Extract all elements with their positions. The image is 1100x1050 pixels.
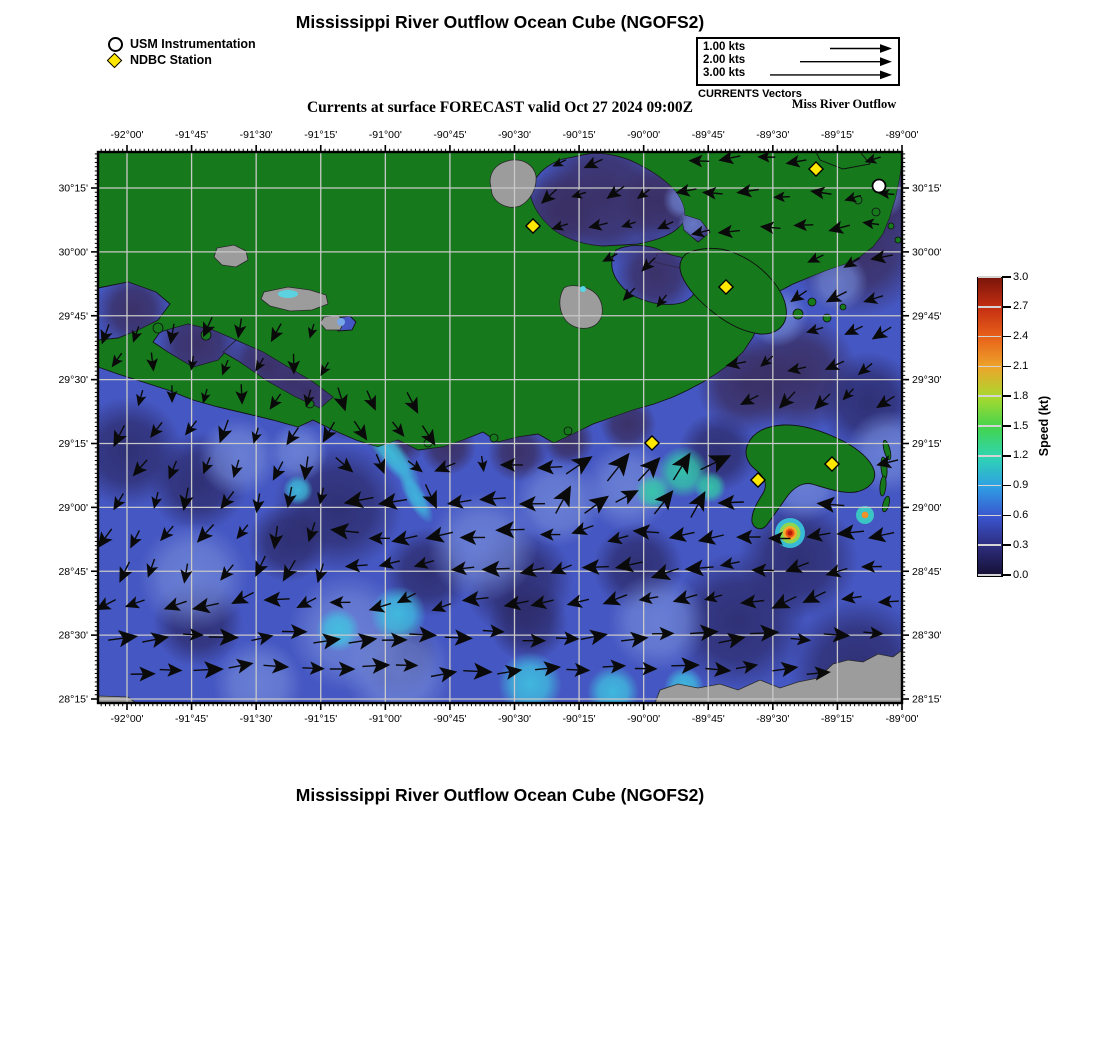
lat-tick-label: 29°15' (912, 438, 942, 450)
lat-tick-label: 28°30' (912, 629, 942, 642)
lon-tick-label: -91°15' (304, 713, 338, 725)
scale-arrows (764, 40, 896, 84)
colorbar-gridline (978, 544, 1001, 546)
colorbar-axis-label: Speed (kt) (1037, 395, 1051, 457)
lat-tick-label: 30°00' (912, 246, 942, 259)
colorbar-tick (1002, 574, 1011, 576)
lat-tick-label: 29°30' (58, 374, 88, 387)
lat-tick-label: 28°15' (58, 693, 88, 706)
lat-tick-label: 28°45' (912, 565, 942, 578)
lon-tick-label: -90°45' (433, 713, 467, 725)
colorbar-tick (1002, 336, 1011, 338)
colorbar-gridline (978, 306, 1001, 308)
colorbar-tick-label: 1.8 (1013, 389, 1029, 402)
lat-tick-label: 28°15' (912, 693, 942, 706)
marker-legend (108, 36, 256, 68)
colorbar-tick (1002, 544, 1011, 546)
colorbar-tick-label: 0.3 (1013, 538, 1029, 551)
lon-tick-label: -91°15' (304, 129, 338, 141)
colorbar-tick-label: 3.0 (1013, 270, 1029, 283)
page-title: Mississippi River Outflow Ocean Cube (NGOFS2) (295, 12, 705, 32)
lon-tick-label: -90°30' (497, 129, 532, 141)
lat-tick-label: 29°45' (912, 310, 942, 323)
outflow-plume (787, 530, 792, 535)
colorbar-tick (1002, 366, 1011, 368)
lon-tick-label: -90°30' (497, 713, 532, 725)
colorbar-gridline (978, 425, 1001, 427)
lat-tick-label: 30°15' (912, 182, 942, 195)
outflow-plume (862, 512, 869, 519)
colorbar-gridline (978, 485, 1001, 487)
lon-tick-label: -89°30' (756, 129, 790, 141)
lon-tick-label: -90°45' (433, 129, 467, 141)
lon-tick-label: -89°45' (691, 129, 725, 141)
colorbar-tick (1002, 276, 1011, 278)
colorbar-tick (1002, 395, 1011, 397)
colorbar-tick-label: 2.1 (1013, 359, 1029, 372)
lon-tick-label: -92°00' (110, 713, 144, 725)
lat-tick-label: 30°00' (58, 246, 88, 259)
lon-tick-label: -89°15' (820, 129, 854, 141)
lon-tick-label: -89°00' (885, 129, 919, 141)
colorbar-tick-label: 0.6 (1013, 508, 1029, 521)
legend-item-usm (108, 36, 256, 52)
lat-tick-label: 29°00' (912, 501, 942, 514)
colorbar-tick (1002, 515, 1011, 517)
usm-circle-icon (108, 37, 128, 52)
scale-row-label: 3.00 kts (703, 67, 746, 79)
colorbar-gridline (978, 395, 1001, 397)
colorbar (977, 277, 1003, 577)
colorbar-gridline (978, 515, 1001, 517)
colorbar-tick-label: 1.2 (1013, 449, 1029, 462)
colorbar-tick (1002, 306, 1011, 308)
lon-tick-label: -91°30' (239, 129, 273, 141)
legend-label: USM Instrumentation (130, 37, 256, 51)
lat-tick-label: 28°45' (58, 565, 88, 578)
colorbar-gridline (978, 455, 1001, 457)
forecast-subtitle: Currents at surface FORECAST valid Oct 27 2024 09:00Z (306, 99, 694, 116)
colorbar-tick (1002, 425, 1011, 427)
colorbar-gridline (978, 366, 1001, 368)
colorbar-tick-label: 1.5 (1013, 419, 1029, 432)
lon-tick-label: -91°00' (368, 129, 402, 141)
lon-tick-label: -89°00' (885, 713, 919, 725)
ndbc-diamond-icon (108, 55, 128, 66)
colorbar-tick-label: 0.9 (1013, 479, 1029, 492)
lat-tick-label: 29°15' (58, 438, 88, 450)
lon-tick-label: -91°00' (368, 713, 402, 725)
lon-tick-label: -90°00' (627, 713, 661, 725)
colorbar-tick-label: 0.0 (1013, 568, 1029, 581)
scale-row-label: 1.00 kts (703, 41, 746, 53)
colorbar-tick (1002, 455, 1011, 457)
lat-tick-label: 28°30' (58, 629, 88, 642)
region-label: Miss River Outflow (791, 97, 897, 111)
legend-label: NDBC Station (130, 53, 212, 67)
lon-tick-label: -91°45' (175, 129, 209, 141)
lon-tick-label: -91°30' (239, 713, 273, 725)
lat-tick-label: 29°45' (58, 310, 88, 323)
lon-tick-label: -92°00' (110, 129, 144, 141)
lon-tick-label: -89°15' (820, 713, 854, 725)
footer-title: Mississippi River Outflow Ocean Cube (NGOFS2) (295, 785, 705, 805)
colorbar-tick (1002, 485, 1011, 487)
usm-instrumentation-marker (873, 180, 886, 193)
vector-scale-caption: CURRENTS Vectors (698, 88, 802, 100)
vector-scale-box (696, 37, 900, 86)
colorbar-gridline (978, 336, 1001, 338)
scale-row-label: 2.00 kts (703, 54, 746, 66)
lon-tick-label: -91°45' (175, 713, 209, 725)
lat-tick-label: 30°15' (58, 182, 88, 195)
colorbar-gridline (978, 276, 1001, 278)
colorbar-tick-label: 2.4 (1013, 330, 1029, 343)
lon-tick-label: -90°00' (627, 129, 661, 141)
colorbar-tick-label: 2.7 (1013, 300, 1029, 313)
lon-tick-label: -89°45' (691, 713, 725, 725)
lon-tick-label: -90°15' (562, 129, 596, 141)
colorbar-gridline (978, 574, 1001, 576)
map-layers (58, 122, 950, 733)
map-canvas (50, 122, 950, 733)
lat-tick-label: 29°00' (58, 501, 88, 514)
lon-tick-label: -89°30' (756, 713, 790, 725)
legend-item-ndbc (108, 52, 256, 68)
lon-tick-label: -90°15' (562, 713, 596, 725)
lat-tick-label: 29°30' (912, 374, 942, 387)
